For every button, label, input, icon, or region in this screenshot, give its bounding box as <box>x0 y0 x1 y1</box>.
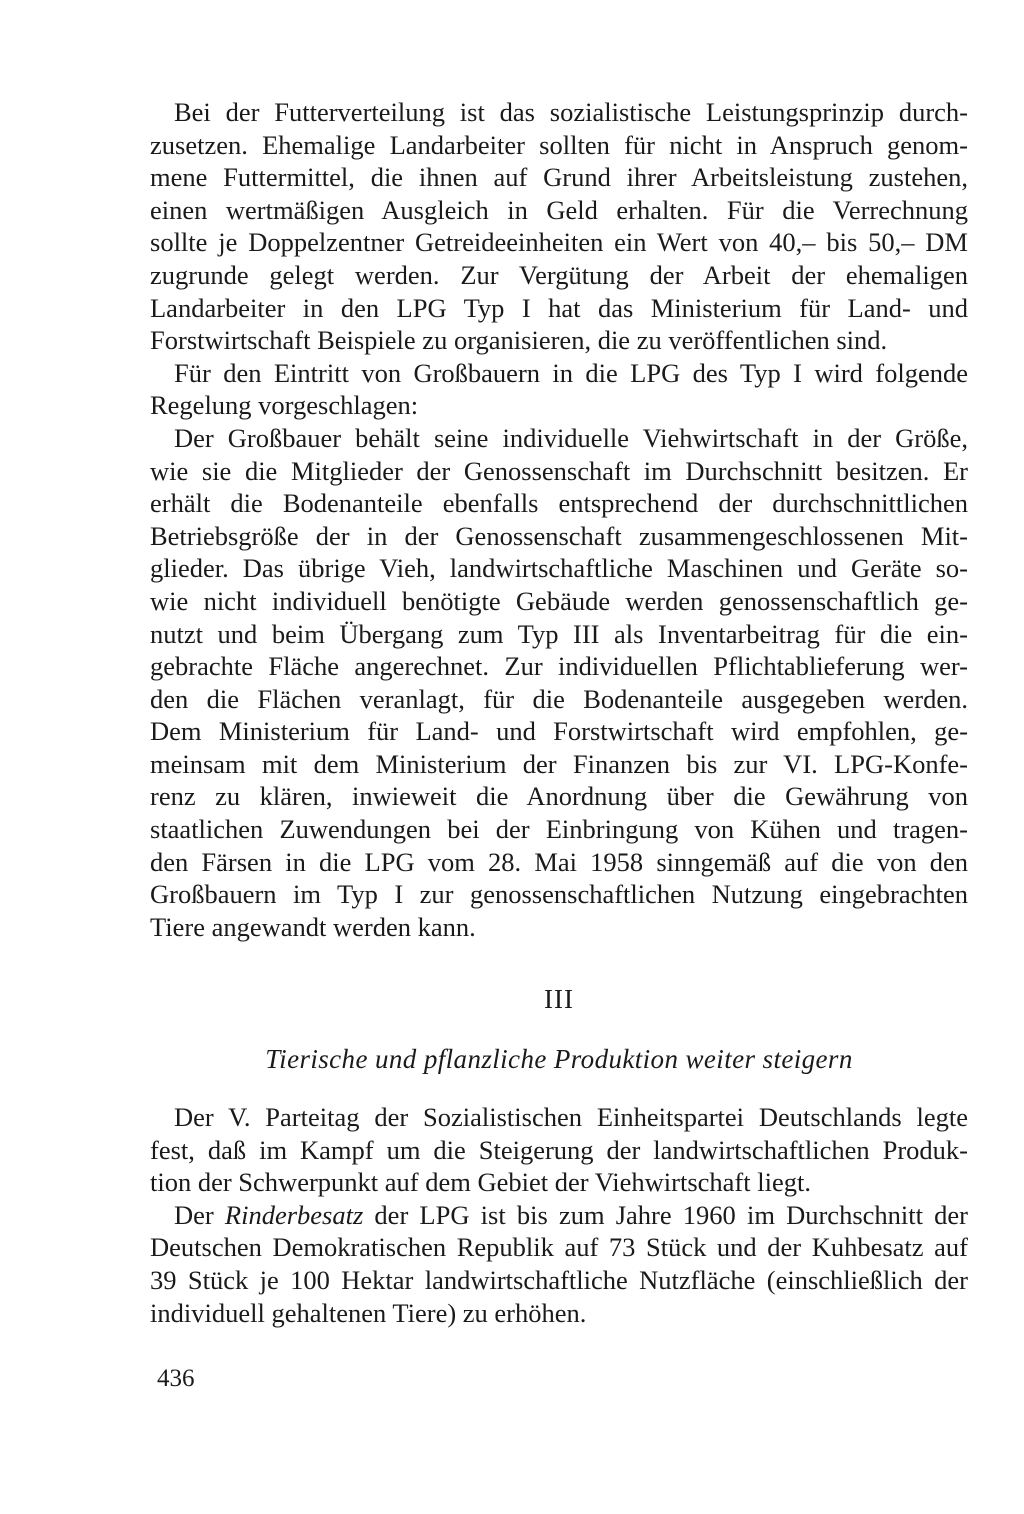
text-line: den Färsen in die LPG vom 28. Mai 1958 sinngemäß auf die von den <box>150 846 968 877</box>
text-line: Regelung vorgeschlagen: <box>150 390 419 421</box>
section-body <box>150 1101 968 1329</box>
text-line: einen wertmäßigen Ausgleich in Geld erhalten. Für die Verrechnung <box>150 194 968 225</box>
text-line: Betriebsgröße der in der Genossenschaft zusammengeschlossenen Mit- <box>150 520 968 551</box>
text-line: renz zu klären, inwieweit die Anordnung über die Gewährung von <box>150 781 968 812</box>
paragraph-eintritt-grossbauern <box>150 357 968 422</box>
text-line: zugrunde gelegt werden. Zur Vergütung der Arbeit der ehemaligen <box>150 259 968 290</box>
text-line: nutzt und beim Übergang zum Typ III als Inventarbeitrag für die ein- <box>150 618 968 649</box>
text-line: Der Großbauer behält seine individuelle Viehwirtschaft in der Größe, <box>174 422 968 453</box>
text-line: mene Futtermittel, die ihnen auf Grund ihrer Arbeitsleistung zustehen, <box>150 162 968 193</box>
text-line: sollte je Doppelzentner Getreideeinheiten ein Wert von 40,– bis 50,– DM <box>150 227 968 258</box>
text-line: Dem Ministerium für Land- und Forstwirtschaft wird empfohlen, ge- <box>150 716 968 747</box>
paragraph-parteitag <box>150 1101 968 1199</box>
text-line: Deutschen Demokratischen Republik auf 73 Stück und der Kuhbesatz auf <box>150 1232 968 1263</box>
text-run: Der <box>174 1199 225 1230</box>
emphasized-term: Rinderbesatz <box>224 1199 364 1230</box>
text-line <box>150 1199 968 1232</box>
text-line: Forstwirtschaft Beispiele zu organisieren, die zu veröffentlichen sind. <box>150 325 888 356</box>
text-line: glieder. Das übrige Vieh, landwirtschaftliche Maschinen und Geräte so- <box>150 553 968 584</box>
paragraph-regelung <box>150 422 968 944</box>
text-line: wie sie die Mitglieder der Genossenschaft im Durchschnitt besitzen. Er <box>150 455 968 486</box>
text-run: der LPG ist bis zum Jahre 1960 im Durchschnitt der <box>363 1199 968 1230</box>
paragraph-futterverteilung <box>150 96 968 357</box>
section-number: III <box>544 984 574 1014</box>
text-line: gebrachte Fläche angerechnet. Zur individuellen Pflichtablieferung wer- <box>150 651 968 682</box>
text-line: Der V. Parteitag der Sozialistischen Einheitspartei Deutschlands legte <box>174 1102 968 1132</box>
text-line: meinsam mit dem Ministerium der Finanzen bis zur VI. LPG-Konfe- <box>150 748 968 779</box>
text-line: erhält die Bodenanteile ebenfalls entsprechend der durchschnittlichen <box>150 488 968 519</box>
text-line: individuell gehaltenen Tiere) zu erhöhen. <box>150 1297 587 1328</box>
section-title: Tierische und pflanzliche Produktion weiter steigern <box>265 1044 853 1074</box>
text-line: Für den Eintritt von Großbauern in die LPG des Typ I wird folgende <box>174 357 968 388</box>
text-line: staatlichen Zuwendungen bei der Einbringung von Kühen und tragen- <box>150 814 968 845</box>
paragraph-rinderbesatz <box>150 1199 968 1329</box>
text-line: wie nicht individuell benötigte Gebäude werden genossenschaftlich ge- <box>150 585 968 616</box>
text-line: Großbauern im Typ I zur genossenschaftlichen Nutzung eingebrachten <box>150 879 968 910</box>
text-line: Bei der Futterverteilung ist das sozialistische Leistungsprinzip durch- <box>174 97 968 127</box>
text-line: den die Flächen veranlagt, für die Bodenanteile ausgegeben werden. <box>150 683 968 714</box>
text-line: Landarbeiter in den LPG Typ I hat das Ministerium für Land- und <box>150 292 968 323</box>
text-line: 39 Stück je 100 Hektar landwirtschaftliche Nutzfläche (einschließlich der <box>150 1264 968 1295</box>
text-line: zusetzen. Ehemalige Landarbeiter sollten für nicht in Anspruch genom- <box>150 129 968 160</box>
page-number: 436 <box>157 1365 195 1392</box>
text-line: Tiere angewandt werden kann. <box>150 911 476 942</box>
text-line: tion der Schwerpunkt auf dem Gebiet der Viehwirtschaft liegt. <box>150 1167 811 1198</box>
text-line: fest, daß im Kampf um die Steigerung der landwirtschaftlichen Produk- <box>150 1134 968 1165</box>
document-page <box>150 96 968 1328</box>
